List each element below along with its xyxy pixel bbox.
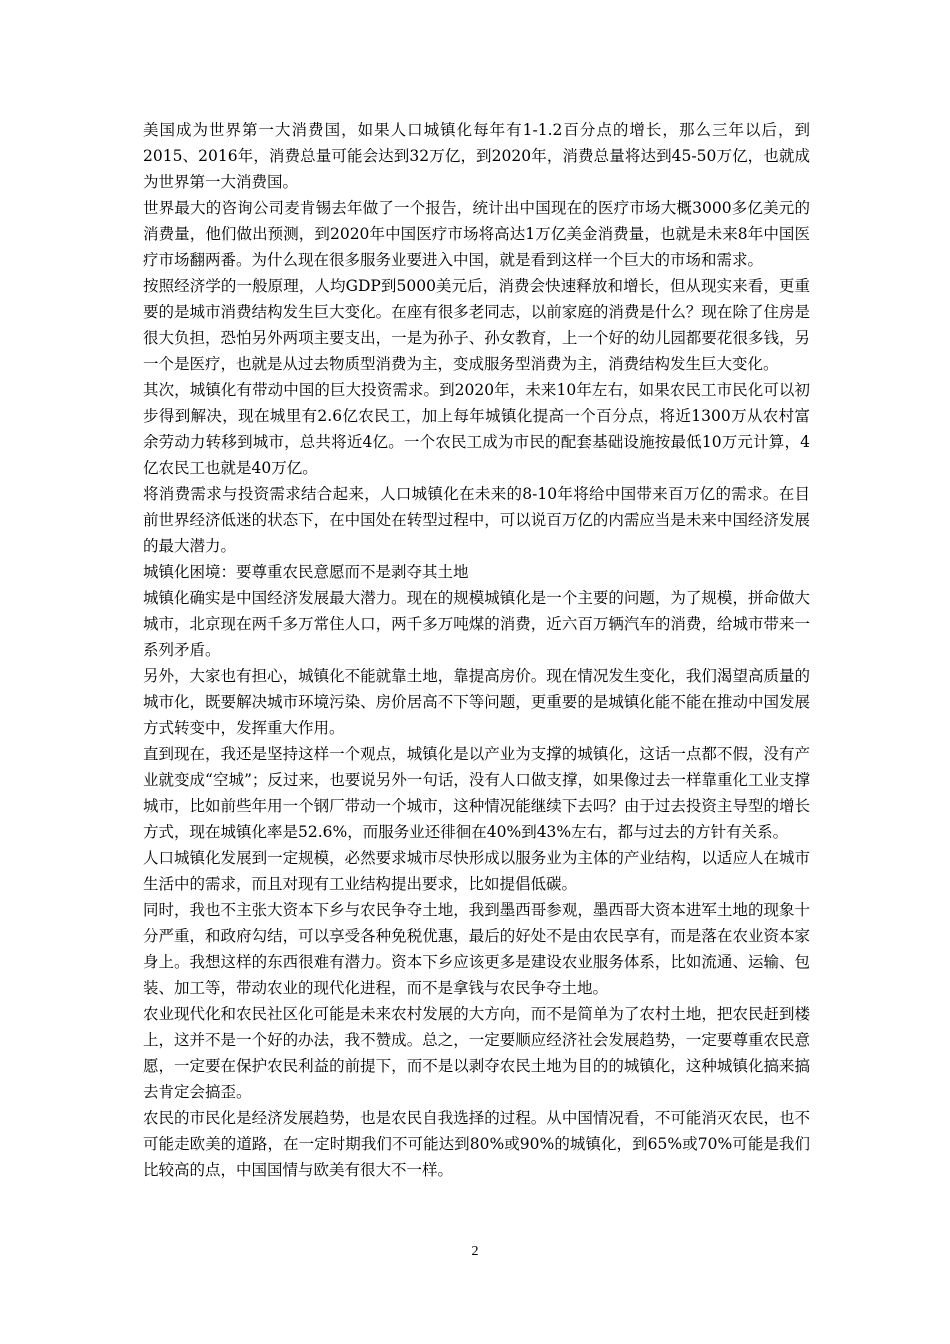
page-number: 2 <box>471 1244 479 1259</box>
paragraph-quality-urbanization: 另外，大家也有担心，城镇化不能就靠土地，靠提高房价。现在情况发生变化，我们渴望高质量的城市化，既要解决城市环境污染、房价居高不下等问题，更重要的是城镇化能不能在推动中国发展方式转变中，发挥重大作用。 <box>143 667 810 737</box>
paragraph-farmer-citizenization: 农民的市民化是经济发展趋势，也是农民自我选择的过程。从中国情况看，不可能消灭农民，也不可能走欧美的道路，在一定时期我们不可能达到80%或90%的城镇化，到65%或70%可能是我们比较高的点，中国国情与欧美有很大不一样。 <box>143 1109 810 1179</box>
paragraph-consumption-structure: 按照经济学的一般原理，人均GDP到5000美元后，消费会快速释放和增长，但从现实来看，更重要的是城市消费结构发生巨大变化。在座有很多老同志，以前家庭的消费是什么？现在除了住房是很大负担，恐怕另外两项主要支出，一是为孙子、孙女教育，上一个好的幼儿园都要花很多钱，另一个是医疗，也就是从过去物质型消费为主，变成服务型消费为主，消费结构发生巨大变化。 <box>143 277 810 373</box>
paragraph-capital-land: 同时，我也不主张大资本下乡与农民争夺土地，我到墨西哥参观，墨西哥大资本进军土地的现象十分严重，和政府勾结，可以享受各种免税优惠，最后的好处不是由农民享有，而是落在农业资本家身上。我想这样的东西很难有潜力。资本下乡应该更多是建设农业服务体系，比如流通、运输、包装、加工等，带动农业的现代化进程，而不是拿钱与农民争夺土地。 <box>143 901 810 997</box>
paragraph-mckinsey-report: 世界最大的咨询公司麦肯锡去年做了一个报告，统计出中国现在的医疗市场大概3000多亿美元的消费量，他们做出预测，到2020年中国医疗市场将高达1万亿美金消费量，也就是未来8年中国医疗市场翻两番。为什么现在很多服务业要进入中国，就是看到这样一个巨大的市场和需求。 <box>143 199 810 269</box>
paragraph-investment-demand: 其次，城镇化有带动中国的巨大投资需求。到2020年，未来10年左右，如果农民工市民化可以初步得到解决，现在城里有2.6亿农民工，加上每年城镇化提高一个百分点，将近1300万从农村富余劳动力转移到城市，总共将近4亿。一个农民工成为市民的配套基础设施按最低10万元计算，4亿农民工也就是40万亿。 <box>143 381 810 477</box>
paragraph-service-industry: 人口城镇化发展到一定规模，必然要求城市尽快形成以服务业为主体的产业结构，以适应人在城市生活中的需求，而且对现有工业结构提出要求，比如提倡低碳。 <box>143 849 810 893</box>
section-heading: 城镇化困境：要尊重农民意愿而不是剥夺其土地 <box>143 563 469 581</box>
document-body <box>143 117 810 1183</box>
paragraph-agricultural-modernization: 农业现代化和农民社区化可能是未来农村发展的大方向，而不是简单为了农村土地，把农民赶到楼上，这并不是一个好的办法，我不赞成。总之，一定要顺应经济社会发展趋势，一定要尊重农民意愿，一定要在保护农民利益的前提下，而不是以剥夺农民土地为目的的城镇化，这种城镇化搞来搞去肯定会搞歪。 <box>143 1005 810 1101</box>
paragraph-urbanization-potential: 城镇化确实是中国经济发展最大潜力。现在的规模城镇化是一个主要的问题，为了规模，拼命做大城市，北京现在两千多万常住人口，两千多万吨煤的消费，近六百万辆汽车的消费，给城市带来一系列矛盾。 <box>143 589 810 659</box>
paragraph-industry-support: 直到现在，我还是坚持这样一个观点，城镇化是以产业为支撑的城镇化，这话一点都不假，没有产业就变成“空城”；反过来，也要说另外一句话，没有人口做支撑，如果像过去一样靠重化工业支撑城市，比如前些年用一个钢厂带动一个城市，这种情况能继续下去吗？由于过去投资主导型的增长方式，现在城镇化率是52.6%，而服务业还徘徊在40%到43%左右，都与过去的方针有关系。 <box>143 745 810 841</box>
paragraph-domestic-demand: 将消费需求与投资需求结合起来，人口城镇化在未来的8-10年将给中国带来百万亿的需求。在目前世界经济低迷的状态下，在中国处在转型过程中，可以说百万亿的内需应当是未来中国经济发展的最大潜力。 <box>143 485 810 555</box>
paragraph-consumption-outlook: 美国成为世界第一大消费国，如果人口城镇化每年有1-1.2百分点的增长，那么三年以后，到2015、2016年，消费总量可能会达到32万亿，到2020年，消费总量将达到45-50万亿，也就成为世界第一大消费国。 <box>143 121 810 191</box>
